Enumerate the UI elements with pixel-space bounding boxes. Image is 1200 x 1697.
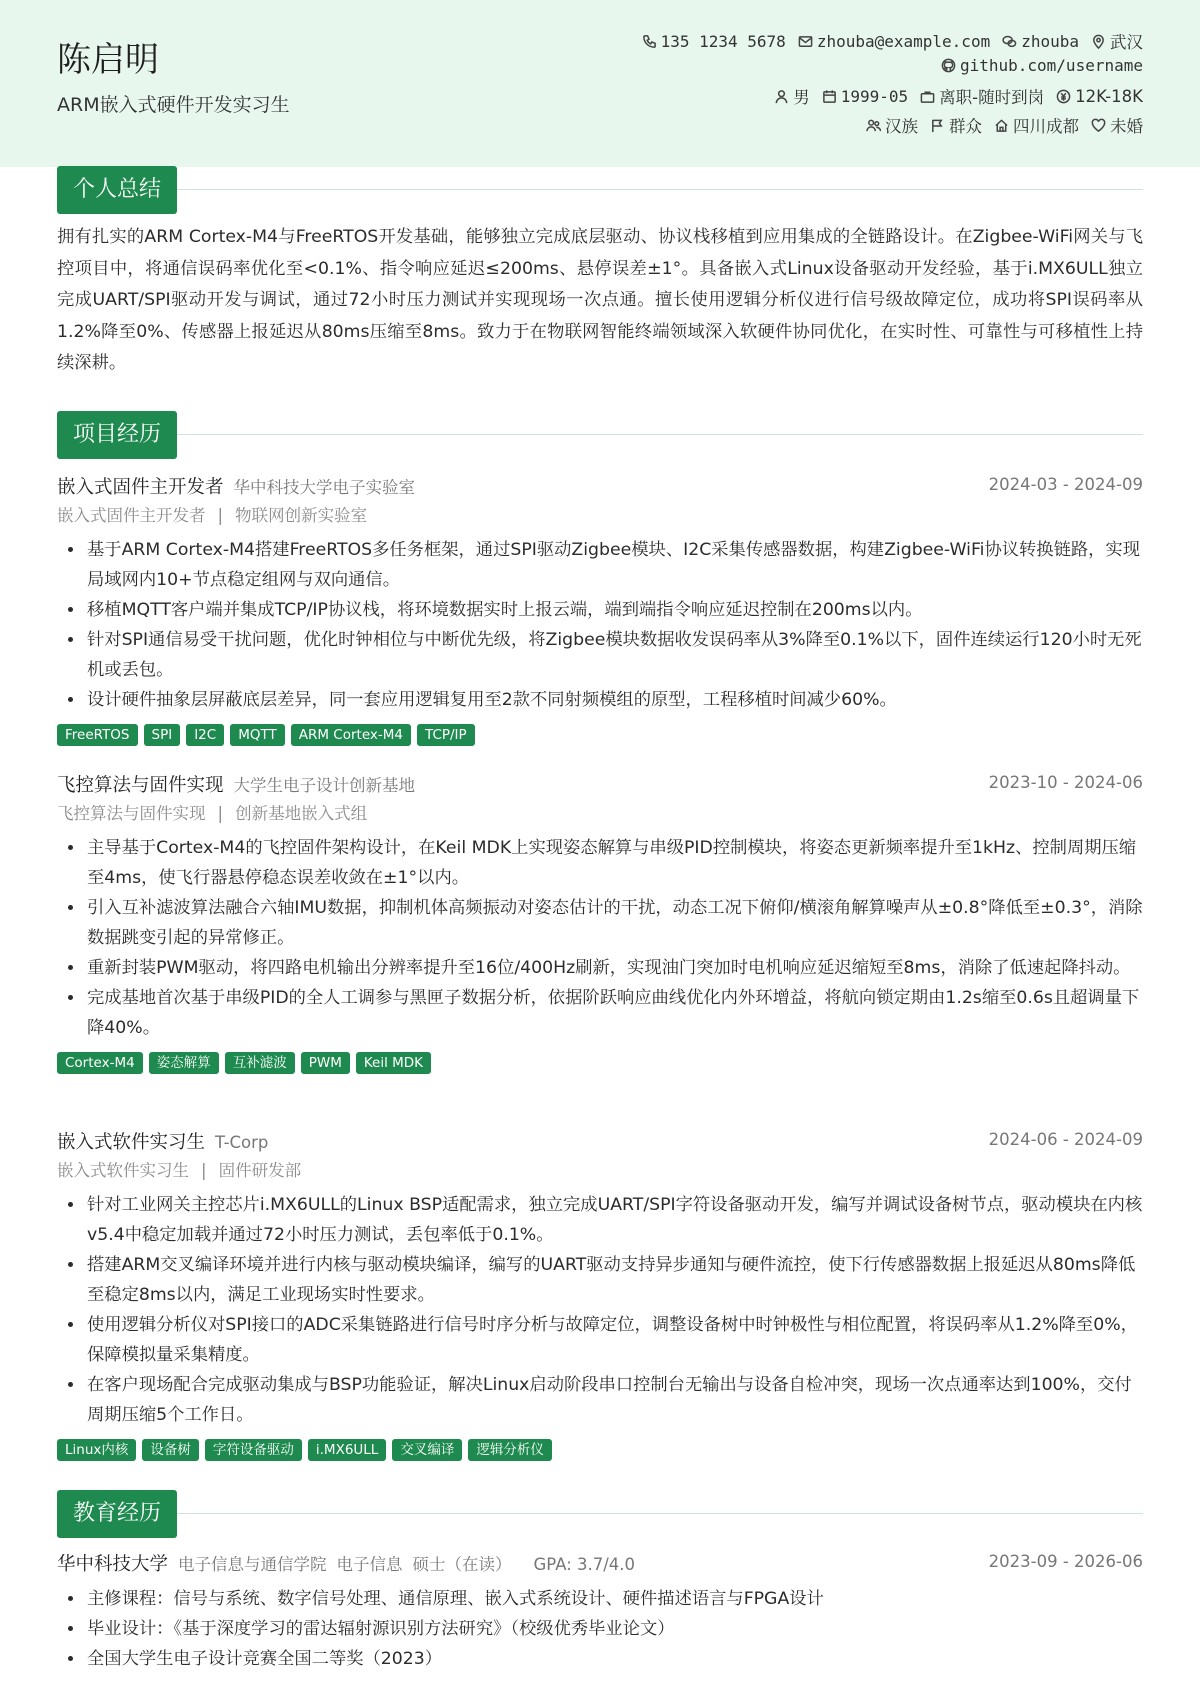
- briefcase-icon: [920, 89, 935, 104]
- wechat-id: zhouba: [1021, 31, 1079, 51]
- project-name: 嵌入式固件主开发者: [57, 477, 224, 498]
- skill-tag: I2C: [186, 724, 224, 746]
- section-divider: [57, 1513, 1143, 1514]
- wechat-item: [1002, 32, 1079, 51]
- political-status: 群众: [949, 117, 982, 136]
- bullet-item: • 基于ARM Cortex-M4搭建FreeRTOS多任务框架，通过SPI驱动Zigbee模块、I2C采集传感器数据，构建Zigbee-WiFi协议转换链路，实现局域网内10+节点稳定组网与双向通信。: [85, 535, 1143, 595]
- skill-tag: MQTT: [230, 724, 285, 746]
- project-org: 大学生电子设计创新基地: [233, 776, 416, 795]
- project-bullets: [57, 833, 1143, 1043]
- summary-section: [57, 166, 1143, 380]
- project-name: 飞控算法与固件实现: [57, 775, 224, 796]
- resume-header: [0, 0, 1200, 167]
- major: 电子信息: [336, 1555, 403, 1574]
- skill-tag: TCP/IP: [417, 724, 475, 746]
- project-role: 飞控算法与固件实现: [57, 804, 206, 823]
- bullet-item: • 引入互补滤波算法融合六轴IMU数据，抑制机体高频振动对姿态估计的干扰，动态工况下俯仰/横滚角解算噪声从±0.8°降低至±0.3°，消除数据跳变引起的异常修正。: [85, 893, 1143, 953]
- expected-salary: 12K-18K: [1075, 86, 1143, 106]
- bullet-item: • 在客户现场配合完成驱动集成与BSP功能验证，解决Linux启动阶段串口控制台无输出与设备自检冲突，现场一次点通率达到100%，交付周期压缩5个工作日。: [85, 1370, 1143, 1430]
- skill-tag: SPI: [144, 724, 181, 746]
- project-dept: 物联网创新实验室: [235, 506, 368, 525]
- project-subline: 嵌入式固件主开发者 | 物联网创新实验室: [57, 506, 368, 525]
- bullet-item: • 全国大学生电子设计竞赛全国二等奖（2023）: [85, 1644, 1143, 1674]
- summary-text: 拥有扎实的ARM Cortex-M4与FreeRTOS开发基础，能够独立完成底层驱动、协议栈移植到应用集成的全链路设计。在Zigbee-WiFi网关与飞控项目中，将通信误码率优化至<0.1%、指令响应延迟≤200ms、悬停误差±1°。具备嵌入式Linux设备驱动开发经验，基于i.MX6ULL独立完成UART/SPI驱动开发与调试，通过72小时压力测试并实现现场一次点通。擅长使用逻辑分析仪进行信号级故障定位，成功将SPI误码率从1.2%降至0%、传感器上报延迟从80ms压缩至8ms。致力于在物联网智能终端领域深入软硬件协同优化，在实时性、可靠性与可移植性上持续深耕。: [57, 227, 1143, 373]
- wechat-icon: [1002, 34, 1017, 49]
- project-entry: [57, 771, 1143, 1074]
- skill-tag: FreeRTOS: [57, 724, 138, 746]
- skill-tags: [57, 1439, 1143, 1461]
- marital-item: [1091, 113, 1143, 137]
- project-date: 2023-10 - 2024-06: [988, 773, 1143, 792]
- bullet-item: • 完成基地首次基于串级PID的全人工调参与黑匣子数据分析，依据阶跃响应曲线优化内外环增益，将航向锁定期由1.2s缩至0.6s且超调量下降40%。: [85, 983, 1143, 1043]
- skill-tag: Cortex-M4: [57, 1052, 143, 1074]
- person-icon: [774, 89, 789, 104]
- github-icon: [941, 58, 956, 73]
- contact-row-2: [929, 56, 1143, 75]
- bullet-item: • 针对工业网关主控芯片i.MX6ULL的Linux BSP适配需求，独立完成UART/SPI字符设备驱动开发，编写并调试设备树节点，驱动模块在内核v5.4中稳定加载并通过72小时压力测试，丢包率低于0.1%。: [85, 1190, 1143, 1250]
- project-subline: 嵌入式软件实习生 | 固件研发部: [57, 1161, 302, 1180]
- birth-date: 1999-05: [840, 86, 909, 106]
- ethnicity-item: [866, 113, 918, 137]
- section-divider: [57, 434, 1143, 435]
- skill-tag: Keil MDK: [356, 1052, 431, 1074]
- skill-tag: 字符设备驱动: [205, 1439, 302, 1461]
- bullet-item: • 主修课程：信号与系统、数字信号处理、通信原理、嵌入式系统设计、硬件描述语言与FPGA设计: [85, 1584, 1143, 1614]
- hometown-item: [994, 113, 1079, 137]
- email-item[interactable]: [798, 32, 990, 51]
- education-heading-bar: [57, 1490, 1143, 1538]
- project-role: 嵌入式固件主开发者: [57, 506, 206, 525]
- city-item: [1091, 29, 1143, 53]
- candidate-name: 陈启明: [57, 40, 159, 80]
- salary-coin-icon: [1056, 89, 1071, 104]
- project-org: T-Corp: [215, 1133, 269, 1152]
- location-pin-icon: [1091, 34, 1106, 49]
- hometown: 四川成都: [1013, 117, 1079, 136]
- contact-row-3: [762, 84, 1143, 108]
- heart-icon: [1091, 118, 1106, 133]
- project-dept: 固件研发部: [218, 1161, 302, 1180]
- gender: 男: [793, 88, 810, 107]
- section-title: 项目经历: [57, 411, 177, 459]
- summary-heading-bar: [57, 166, 1143, 214]
- home-icon: [994, 118, 1009, 133]
- skill-tag: PWM: [301, 1052, 350, 1074]
- skill-tag: ARM Cortex-M4: [291, 724, 411, 746]
- school-name: 华中科技大学: [57, 1554, 169, 1575]
- project-header: [57, 771, 1143, 799]
- project-role: 嵌入式软件实习生: [57, 1161, 189, 1180]
- section-divider: [57, 189, 1143, 190]
- project-subline: 飞控算法与固件实现 | 创新基地嵌入式组: [57, 804, 368, 823]
- gpa: GPA: 3.7/4.0: [533, 1555, 636, 1574]
- flag-icon: [930, 118, 945, 133]
- skill-tag: i.MX6ULL: [308, 1439, 386, 1461]
- skill-tag: Linux内核: [57, 1439, 136, 1461]
- bullet-item: • 主导基于Cortex-M4的飞控固件架构设计，在Keil MDK上实现姿态解算与串级PID控制模块，将姿态更新频率提升至1kHz、控制周期压缩至4ms，使飞行器悬停稳态误差收敛在±1°以内。: [85, 833, 1143, 893]
- city: 武汉: [1110, 33, 1143, 52]
- project-dept: 创新基地嵌入式组: [235, 804, 368, 823]
- projects-section-header: [57, 411, 1143, 459]
- projects-heading-bar: [57, 411, 1143, 459]
- email-address[interactable]: zhouba@example.com: [816, 31, 991, 51]
- salary-item: [1056, 87, 1143, 106]
- mail-icon: [798, 34, 813, 49]
- skill-tag: 交叉编译: [392, 1439, 462, 1461]
- project-org: 华中科技大学电子实验室: [233, 478, 416, 497]
- project-date: 2024-03 - 2024-09: [988, 475, 1143, 494]
- contact-row-4: [854, 113, 1143, 137]
- education-date: 2023-09 - 2026-06: [988, 1552, 1143, 1571]
- phone-item: [642, 32, 786, 51]
- status-item: [920, 84, 1044, 108]
- project-entry: [57, 1128, 1143, 1461]
- bullet-item: • 设计硬件抽象层屏蔽底层差异，同一套应用逻辑复用至2款不同射频模组的原型，工程移植时间减少60%。: [85, 685, 1143, 715]
- skill-tag: 逻辑分析仪: [468, 1439, 552, 1461]
- calendar-icon: [822, 89, 837, 104]
- phone-number: 135 1234 5678: [660, 31, 786, 51]
- ethnicity: 汉族: [885, 117, 918, 136]
- bullet-item: • 重新封装PWM驱动，将四路电机输出分辨率提升至16位/400Hz刷新，实现油门突加时电机响应延迟缩短至8ms，消除了低速起降抖动。: [85, 953, 1143, 983]
- project-bullets: [57, 1190, 1143, 1430]
- job-title: ARM嵌入式硬件开发实习生: [57, 94, 290, 116]
- marital-status: 未婚: [1110, 117, 1143, 136]
- politics-item: [930, 113, 982, 137]
- skill-tag: 姿态解算: [149, 1052, 219, 1074]
- github-item[interactable]: [941, 56, 1143, 75]
- bullet-item: • 搭建ARM交叉编译环境并进行内核与驱动模块编译，编写的UART驱动支持异步通知与硬件流控，使下行传感器数据上报延迟从80ms降低至稳定8ms以内，满足工业现场实时性要求。: [85, 1250, 1143, 1310]
- section-title: 教育经历: [57, 1490, 177, 1538]
- gender-item: [774, 84, 810, 108]
- project-header: [57, 1128, 1143, 1156]
- bullet-item: • 移植MQTT客户端并集成TCP/IP协议栈，将环境数据实时上报云端，端到端指令响应延迟控制在200ms以内。: [85, 595, 1143, 625]
- job-status: 离职-随时到岗: [939, 88, 1045, 107]
- skill-tag: 互补滤波: [225, 1052, 295, 1074]
- skill-tag: 设备树: [142, 1439, 199, 1461]
- project-name: 嵌入式软件实习生: [57, 1132, 206, 1153]
- education-section: [57, 1490, 1143, 1674]
- bullet-item: • 使用逻辑分析仪对SPI接口的ADC采集链路进行信号时序分析与故障定位，调整设备树中时钟极性与相位配置，将误码率从1.2%降至0%，保障模拟量采集精度。: [85, 1310, 1143, 1370]
- college: 电子信息与通信学院: [178, 1555, 327, 1574]
- people-icon: [866, 118, 881, 133]
- bullet-item: • 毕业设计：《基于深度学习的雷达辐射源识别方法研究》（校级优秀毕业论文）: [85, 1614, 1143, 1644]
- github-url[interactable]: github.com/username: [959, 56, 1143, 75]
- bullet-item: • 针对SPI通信易受干扰问题，优化时钟相位与中断优先级，将Zigbee模块数据收发误码率从3%降至0.1%以下，固件连续运行120小时无死机或丢包。: [85, 625, 1143, 685]
- project-bullets: [57, 535, 1143, 715]
- phone-icon: [642, 34, 657, 49]
- skill-tags: [57, 724, 1143, 746]
- birth-item: [822, 87, 908, 106]
- skill-tags: [57, 1052, 1143, 1074]
- education-header: [57, 1550, 1143, 1578]
- project-header: [57, 473, 1143, 501]
- education-bullets: [57, 1584, 1143, 1674]
- contact-row-1: [630, 29, 1143, 53]
- degree: 硕士（在读）: [412, 1555, 512, 1574]
- project-entry: [57, 473, 1143, 746]
- project-date: 2024-06 - 2024-09: [988, 1130, 1143, 1149]
- section-title: 个人总结: [57, 166, 177, 214]
